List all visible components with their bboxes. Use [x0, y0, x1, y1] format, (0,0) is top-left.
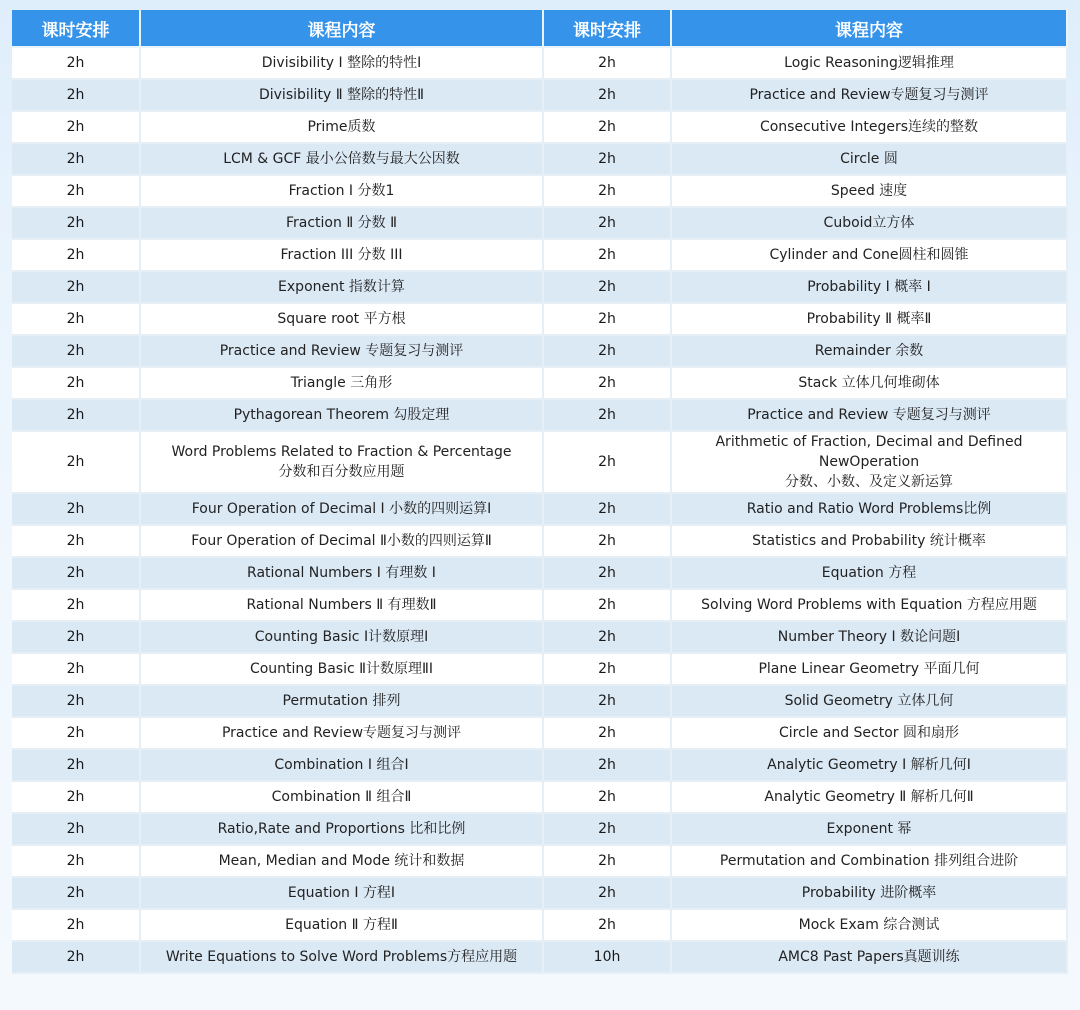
table-row	[12, 79, 1067, 111]
hours-cell: 2h	[12, 589, 140, 621]
topic-line: LCM & GCF 最小公倍数与最大公因数	[223, 151, 460, 167]
topic-cell	[671, 685, 1067, 717]
topic-cell	[671, 493, 1067, 525]
topic-cell	[140, 813, 543, 845]
hours-cell: 2h	[543, 877, 671, 909]
hours-cell: 2h	[543, 813, 671, 845]
hours-cell: 2h	[543, 653, 671, 685]
hours-cell: 2h	[12, 653, 140, 685]
topic-line: Number Theory I 数论问题I	[777, 629, 961, 645]
hours-cell: 2h	[543, 239, 671, 271]
table-row	[12, 749, 1067, 781]
topic-line: Triangle 三角形	[290, 375, 393, 391]
topic-cell	[140, 621, 543, 653]
topic-line: Write Equations to Solve Word Problems方程应用题	[165, 949, 518, 965]
hours-cell: 2h	[12, 143, 140, 175]
hours-cell: 2h	[12, 271, 140, 303]
table-row	[12, 239, 1067, 271]
hours-cell: 2h	[543, 367, 671, 399]
topic-line: Practice and Review专题复习与测评	[749, 87, 989, 103]
hours-cell: 2h	[12, 335, 140, 367]
table-row	[12, 525, 1067, 557]
topic-cell	[140, 493, 543, 525]
topic-cell	[140, 143, 543, 175]
topic-line: Speed 速度	[830, 183, 908, 199]
topic-line: Plane Linear Geometry 平面几何	[758, 661, 980, 677]
topic-cell	[140, 525, 543, 557]
topic-cell	[671, 47, 1067, 79]
topic-cell	[140, 845, 543, 877]
topic-cell	[671, 909, 1067, 941]
topic-line: Equation I 方程I	[287, 885, 396, 901]
topic-line: Remainder 余数	[814, 343, 924, 359]
topic-cell	[140, 909, 543, 941]
topic-line: Permutation and Combination 排列组合进阶	[719, 853, 1019, 869]
hours-cell: 2h	[12, 941, 140, 973]
topic-cell	[671, 813, 1067, 845]
hours-cell: 2h	[543, 685, 671, 717]
header-hours-right: 课时安排	[543, 10, 671, 47]
topic-cell	[671, 557, 1067, 589]
topic-line: Arithmetic of Fraction, Decimal and Defined	[715, 434, 1023, 450]
topic-cell	[140, 685, 543, 717]
table-row	[12, 813, 1067, 845]
topic-cell	[140, 557, 543, 589]
hours-cell: 2h	[543, 399, 671, 431]
topic-cell	[140, 877, 543, 909]
topic-line: Probability 进阶概率	[801, 885, 937, 901]
topic-line: Combination I 组合I	[274, 757, 409, 773]
topic-line: Solving Word Problems with Equation 方程应用题	[701, 597, 1037, 613]
topic-cell	[671, 589, 1067, 621]
hours-cell: 2h	[12, 717, 140, 749]
hours-cell: 2h	[12, 431, 140, 493]
hours-cell: 2h	[543, 845, 671, 877]
hours-cell: 2h	[12, 493, 140, 525]
topic-line: Fraction I 分数1	[288, 183, 395, 199]
hours-cell: 2h	[12, 303, 140, 335]
table-row	[12, 303, 1067, 335]
topic-line: Word Problems Related to Fraction & Percentage	[171, 444, 512, 460]
topic-line: Exponent 幂	[826, 821, 912, 837]
topic-cell	[671, 749, 1067, 781]
topic-line: Prime质数	[307, 119, 376, 135]
topic-line: Analytic Geometry Ⅱ 解析几何Ⅱ	[764, 789, 974, 805]
table-row	[12, 845, 1067, 877]
topic-cell	[140, 367, 543, 399]
hours-cell: 2h	[12, 111, 140, 143]
topic-cell	[140, 303, 543, 335]
topic-cell	[140, 431, 543, 493]
hours-cell: 2h	[543, 207, 671, 239]
topic-line: NewOperation	[818, 454, 920, 470]
hours-cell: 2h	[543, 175, 671, 207]
topic-cell	[671, 653, 1067, 685]
hours-cell: 2h	[543, 493, 671, 525]
hours-cell: 10h	[543, 941, 671, 973]
table-row	[12, 335, 1067, 367]
topic-cell	[671, 367, 1067, 399]
table-row	[12, 717, 1067, 749]
topic-line: Logic Reasoning逻辑推理	[784, 55, 954, 71]
table-row	[12, 653, 1067, 685]
topic-cell	[140, 335, 543, 367]
topic-line: Pythagorean Theorem 勾股定理	[233, 407, 450, 423]
topic-line: Mean, Median and Mode 统计和数据	[218, 853, 465, 869]
topic-line: Rational Numbers I 有理数 I	[247, 565, 436, 581]
schedule-table-container	[12, 10, 1067, 974]
hours-cell: 2h	[12, 79, 140, 111]
topic-line: Equation 方程	[821, 565, 917, 581]
table-row	[12, 557, 1067, 589]
topic-cell	[671, 781, 1067, 813]
hours-cell: 2h	[12, 367, 140, 399]
header-content-left: 课程内容	[140, 10, 543, 47]
hours-cell: 2h	[12, 207, 140, 239]
hours-cell: 2h	[543, 557, 671, 589]
table-body	[12, 47, 1067, 973]
hours-cell: 2h	[543, 589, 671, 621]
topic-line: Cuboid立方体	[823, 215, 915, 231]
hours-cell: 2h	[543, 143, 671, 175]
topic-line: Circle 圆	[840, 151, 898, 167]
topic-cell	[671, 79, 1067, 111]
topic-line: Four Operation of Decimal I 小数的四则运算I	[191, 501, 492, 517]
topic-cell	[671, 175, 1067, 207]
hours-cell: 2h	[543, 303, 671, 335]
table-row	[12, 175, 1067, 207]
table-row	[12, 877, 1067, 909]
table-row	[12, 621, 1067, 653]
topic-cell	[671, 335, 1067, 367]
hours-cell: 2h	[12, 685, 140, 717]
table-row	[12, 111, 1067, 143]
course-schedule-table	[12, 10, 1068, 974]
topic-line: Ratio,Rate and Proportions 比和比例	[217, 821, 466, 837]
topic-cell	[671, 877, 1067, 909]
topic-cell	[671, 111, 1067, 143]
topic-line: Combination Ⅱ 组合Ⅱ	[271, 789, 412, 805]
hours-cell: 2h	[543, 525, 671, 557]
topic-cell	[671, 207, 1067, 239]
topic-cell	[140, 79, 543, 111]
hours-cell: 2h	[12, 557, 140, 589]
topic-cell	[140, 749, 543, 781]
topic-cell	[140, 717, 543, 749]
table-row	[12, 941, 1067, 973]
topic-cell	[140, 271, 543, 303]
topic-cell	[671, 941, 1067, 973]
table-row	[12, 493, 1067, 525]
hours-cell: 2h	[12, 877, 140, 909]
topic-line: Probability I 概率 I	[807, 279, 931, 295]
topic-line: Practice and Review 专题复习与测评	[219, 343, 464, 359]
hours-cell: 2h	[543, 717, 671, 749]
topic-line: 分数和百分数应用题	[278, 464, 405, 480]
topic-cell	[671, 239, 1067, 271]
topic-line: Practice and Review 专题复习与测评	[747, 407, 991, 423]
topic-cell	[140, 47, 543, 79]
hours-cell: 2h	[12, 525, 140, 557]
topic-line: Stack 立体几何堆砌体	[798, 375, 940, 391]
hours-cell: 2h	[12, 909, 140, 941]
topic-line: Probability Ⅱ 概率Ⅱ	[806, 311, 932, 327]
topic-line: Fraction III 分数 III	[280, 247, 403, 263]
topic-line: Divisibility I 整除的特性I	[261, 55, 422, 71]
topic-cell	[671, 525, 1067, 557]
topic-line: Permutation 排列	[282, 693, 401, 709]
topic-line: Circle and Sector 圆和扇形	[778, 725, 959, 741]
topic-line: Fraction Ⅱ 分数 Ⅱ	[285, 215, 397, 231]
topic-line: Equation Ⅱ 方程Ⅱ	[285, 917, 398, 933]
topic-cell	[140, 239, 543, 271]
table-row	[12, 47, 1067, 79]
topic-line: Square root 平方根	[277, 311, 406, 327]
topic-line: Four Operation of Decimal Ⅱ小数的四则运算Ⅱ	[191, 533, 492, 549]
topic-cell	[671, 303, 1067, 335]
hours-cell: 2h	[543, 431, 671, 493]
hours-cell: 2h	[543, 781, 671, 813]
topic-cell	[140, 653, 543, 685]
topic-line: Analytic Geometry I 解析几何I	[767, 757, 971, 773]
hours-cell: 2h	[543, 749, 671, 781]
topic-cell	[140, 589, 543, 621]
hours-cell: 2h	[543, 271, 671, 303]
hours-cell: 2h	[543, 79, 671, 111]
table-row	[12, 685, 1067, 717]
table-row	[12, 431, 1067, 493]
topic-line: Exponent 指数计算	[278, 279, 405, 295]
topic-cell	[671, 143, 1067, 175]
topic-cell	[671, 621, 1067, 653]
hours-cell: 2h	[12, 845, 140, 877]
topic-line: AMC8 Past Papers真题训练	[778, 949, 960, 965]
topic-line: Solid Geometry 立体几何	[784, 693, 954, 709]
table-row	[12, 781, 1067, 813]
table-row	[12, 207, 1067, 239]
topic-cell	[671, 717, 1067, 749]
topic-cell	[140, 111, 543, 143]
hours-cell: 2h	[12, 239, 140, 271]
hours-cell: 2h	[543, 111, 671, 143]
hours-cell: 2h	[543, 909, 671, 941]
topic-cell	[671, 845, 1067, 877]
topic-line: Practice and Review专题复习与测评	[221, 725, 462, 741]
table-row	[12, 143, 1067, 175]
topic-line: 分数、小数、及定义新运算	[785, 474, 953, 490]
table-header-row	[12, 10, 1067, 47]
topic-cell	[140, 175, 543, 207]
topic-line: Counting Basic I计数原理I	[254, 629, 429, 645]
hours-cell: 2h	[12, 749, 140, 781]
table-row	[12, 367, 1067, 399]
hours-cell: 2h	[12, 47, 140, 79]
topic-line: Mock Exam 综合测试	[798, 917, 940, 933]
topic-cell	[671, 399, 1067, 431]
hours-cell: 2h	[12, 813, 140, 845]
header-hours-left: 课时安排	[12, 10, 140, 47]
topic-line: Consecutive Integers连续的整数	[759, 119, 979, 135]
table-row	[12, 399, 1067, 431]
topic-line: Rational Numbers Ⅱ 有理数Ⅱ	[246, 597, 437, 613]
topic-line: Divisibility Ⅱ 整除的特性Ⅱ	[258, 87, 425, 103]
topic-cell	[140, 207, 543, 239]
hours-cell: 2h	[12, 399, 140, 431]
topic-cell	[140, 399, 543, 431]
topic-cell	[140, 941, 543, 973]
hours-cell: 2h	[543, 335, 671, 367]
table-row	[12, 589, 1067, 621]
topic-line: Statistics and Probability 统计概率	[752, 533, 986, 549]
hours-cell: 2h	[12, 621, 140, 653]
header-content-right: 课程内容	[671, 10, 1067, 47]
topic-line: Ratio and Ratio Word Problems比例	[746, 501, 992, 517]
hours-cell: 2h	[12, 175, 140, 207]
table-row	[12, 909, 1067, 941]
hours-cell: 2h	[543, 621, 671, 653]
topic-cell	[671, 271, 1067, 303]
hours-cell: 2h	[12, 781, 140, 813]
hours-cell: 2h	[543, 47, 671, 79]
table-row	[12, 271, 1067, 303]
topic-cell	[140, 781, 543, 813]
topic-cell	[671, 431, 1067, 493]
topic-line: Counting Basic Ⅱ计数原理ⅡI	[249, 661, 434, 677]
topic-line: Cylinder and Cone圆柱和圆锥	[769, 247, 969, 263]
